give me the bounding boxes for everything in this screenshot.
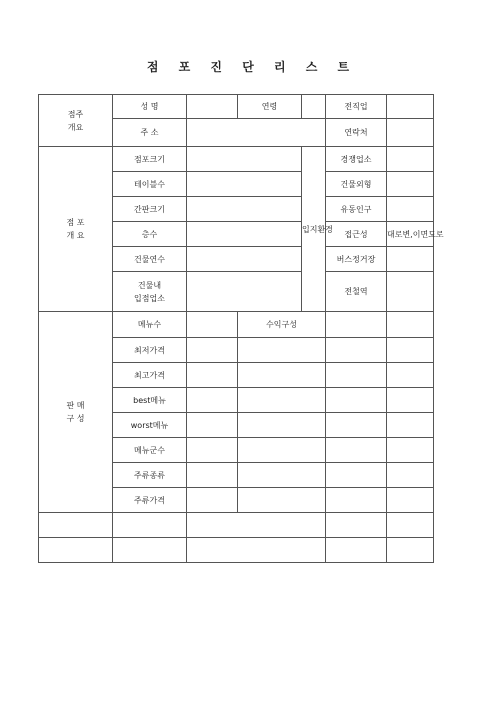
highest-price-extra-3[interactable] <box>387 363 434 388</box>
address-field[interactable] <box>187 119 326 147</box>
best-menu-label: best메뉴 <box>113 388 187 413</box>
highest-price-extra-2[interactable] <box>326 363 387 388</box>
floor-field[interactable] <box>187 222 302 247</box>
menu-groups-label: 메뉴군수 <box>113 438 187 463</box>
age-label: 연령 <box>238 95 302 119</box>
best-menu-extra-3[interactable] <box>387 388 434 413</box>
liquor-types-field[interactable] <box>187 463 238 488</box>
blank-row-1-label[interactable] <box>39 513 113 538</box>
liquor-types-extra-2[interactable] <box>326 463 387 488</box>
building-exterior-label: 건물외형 <box>326 172 387 197</box>
competitor-field[interactable] <box>387 147 434 172</box>
liquor-types-extra-3[interactable] <box>387 463 434 488</box>
competitor-label: 경쟁업소 <box>326 147 387 172</box>
prev-job-field[interactable] <box>387 95 434 119</box>
worst-menu-extra-3[interactable] <box>387 413 434 438</box>
blank-row-1-col1[interactable] <box>113 513 187 538</box>
store-group-label: 점 포 개 요 <box>39 147 113 312</box>
prev-job-label: 전직업 <box>326 95 387 119</box>
lowest-price-extra-2[interactable] <box>326 338 387 363</box>
menu-count-label: 메뉴수 <box>113 312 187 338</box>
subway-field[interactable] <box>387 272 434 312</box>
accessibility-label: 접근성 <box>326 222 387 247</box>
blank-row-2-label[interactable] <box>39 538 113 563</box>
menu-count-field[interactable] <box>187 312 238 338</box>
bus-stop-field[interactable] <box>387 247 434 272</box>
store-diagnosis-form <box>38 94 444 563</box>
blank-row-1-col3[interactable] <box>326 513 387 538</box>
worst-menu-extra-2[interactable] <box>326 413 387 438</box>
contact-label: 연락처 <box>326 119 387 147</box>
building-exterior-field[interactable] <box>387 172 434 197</box>
page-title: 점 포 진 단 리 스 트 <box>146 60 358 74</box>
worst-menu-extra[interactable] <box>238 413 326 438</box>
foot-traffic-label: 유동인구 <box>326 197 387 222</box>
store-size-field[interactable] <box>187 147 302 172</box>
highest-price-label: 최고가격 <box>113 363 187 388</box>
liquor-price-extra-2[interactable] <box>326 488 387 513</box>
blank-row-1-col4[interactable] <box>387 513 434 538</box>
lowest-price-field[interactable] <box>187 338 238 363</box>
menu-groups-field[interactable] <box>187 438 238 463</box>
revenue-field-1[interactable] <box>326 312 387 338</box>
blank-row-2-col2[interactable] <box>187 538 326 563</box>
blank-row-2-col1[interactable] <box>113 538 187 563</box>
liquor-price-label: 주류가격 <box>113 488 187 513</box>
best-menu-extra[interactable] <box>238 388 326 413</box>
tenants-label: 건물내 입점업소 <box>113 272 187 312</box>
name-field[interactable] <box>187 95 238 119</box>
highest-price-field[interactable] <box>187 363 238 388</box>
sales-group-label: 판 매 구 성 <box>39 312 113 513</box>
building-age-field[interactable] <box>187 247 302 272</box>
revenue-field-2[interactable] <box>387 312 434 338</box>
sign-size-field[interactable] <box>187 197 302 222</box>
foot-traffic-field[interactable] <box>387 197 434 222</box>
liquor-price-field[interactable] <box>187 488 238 513</box>
menu-groups-extra-2[interactable] <box>326 438 387 463</box>
address-label: 주 소 <box>113 119 187 147</box>
location-env-label: 입지환경 <box>302 147 326 312</box>
menu-groups-extra-3[interactable] <box>387 438 434 463</box>
floor-label: 층수 <box>113 222 187 247</box>
store-size-label: 점포크기 <box>113 147 187 172</box>
building-age-label: 건물연수 <box>113 247 187 272</box>
worst-menu-field[interactable] <box>187 413 238 438</box>
blank-row-1-col2[interactable] <box>187 513 326 538</box>
lowest-price-extra-3[interactable] <box>387 338 434 363</box>
name-label: 성 명 <box>113 95 187 119</box>
best-menu-field[interactable] <box>187 388 238 413</box>
contact-field[interactable] <box>387 119 434 147</box>
liquor-types-extra[interactable] <box>238 463 326 488</box>
subway-label: 전철역 <box>326 272 387 312</box>
blank-row-2-col4[interactable] <box>387 538 434 563</box>
lowest-price-label: 최저가격 <box>113 338 187 363</box>
tenants-field[interactable] <box>187 272 302 312</box>
liquor-types-label: 주류종류 <box>113 463 187 488</box>
accessibility-value: 대로변,이면도로 <box>387 222 434 247</box>
menu-groups-extra[interactable] <box>238 438 326 463</box>
worst-menu-label: worst메뉴 <box>113 413 187 438</box>
owner-group-label: 점주 개요 <box>39 95 113 147</box>
table-count-label: 테이블수 <box>113 172 187 197</box>
revenue-label: 수익구성 <box>238 312 326 338</box>
age-field[interactable] <box>302 95 326 119</box>
liquor-price-extra[interactable] <box>238 488 326 513</box>
bus-stop-label: 버스정거장 <box>326 247 387 272</box>
sign-size-label: 간판크기 <box>113 197 187 222</box>
blank-row-2-col3[interactable] <box>326 538 387 563</box>
best-menu-extra-2[interactable] <box>326 388 387 413</box>
highest-price-extra[interactable] <box>238 363 326 388</box>
liquor-price-extra-3[interactable] <box>387 488 434 513</box>
table-count-field[interactable] <box>187 172 302 197</box>
lowest-price-extra[interactable] <box>238 338 326 363</box>
